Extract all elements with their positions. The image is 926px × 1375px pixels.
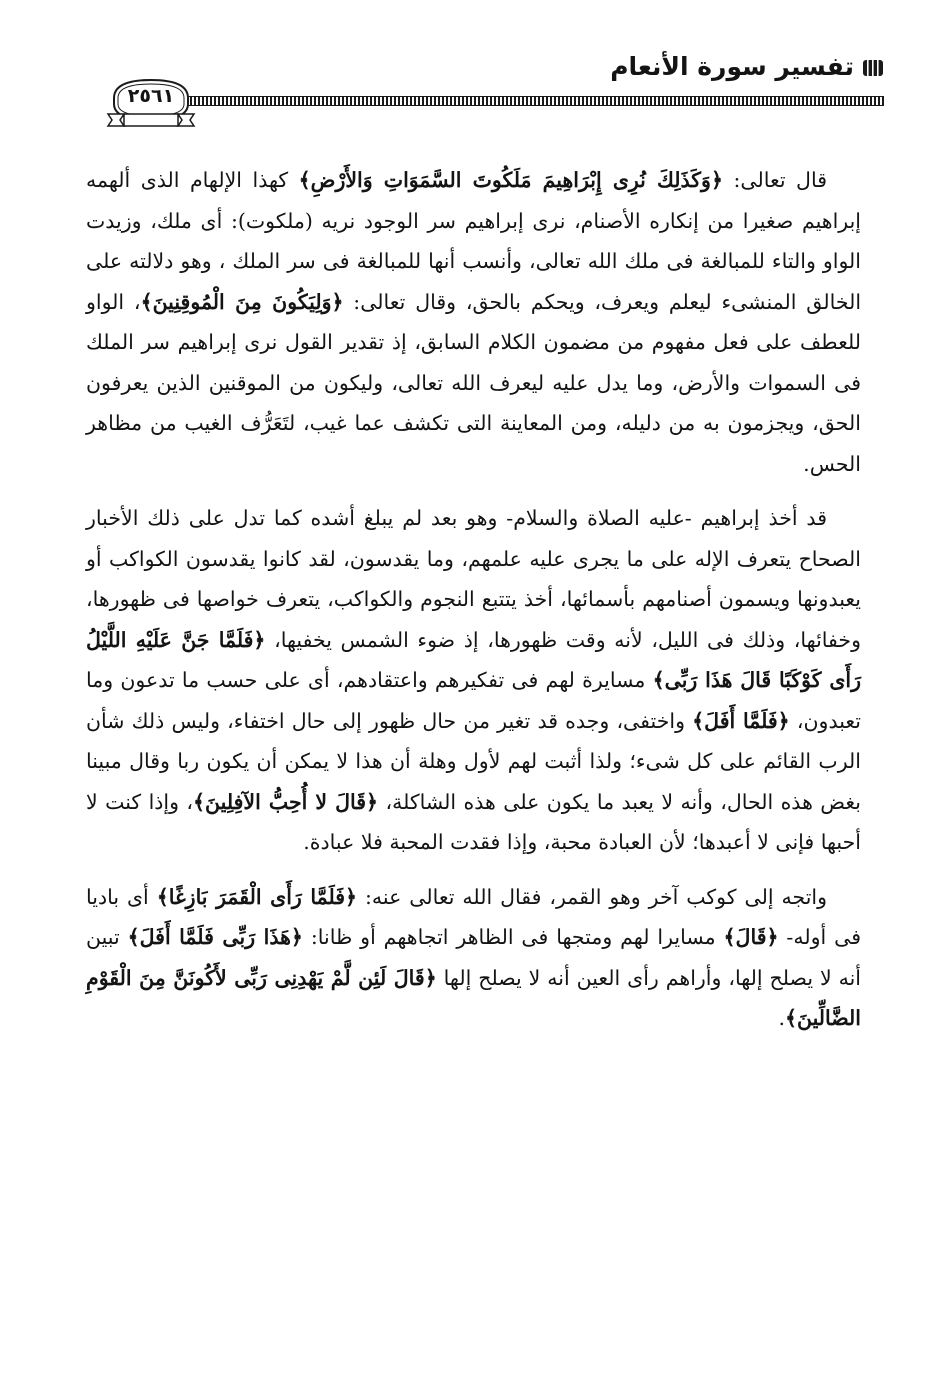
chapter-title: تفسير سورة الأنعام <box>610 52 854 81</box>
quran-verse: ﴿قَالَ لَئِن لَّمْ يَهْدِنِى رَبِّى لأَكُونَنَّ مِنَ الْقَوْمِ الضَّالِّينَ﴾ <box>86 965 861 1030</box>
quran-verse: ﴿فَلَمَّا رَأَى الْقَمَرَ بَازِغًا﴾ <box>156 884 358 909</box>
quran-verse: ﴿فَلَمَّا جَنَّ عَلَيْهِ اللَّيْلُ رَأَى كَوْكَبًا قَالَ هَذَا رَبِّى﴾ <box>86 627 861 692</box>
paragraph <box>86 877 861 1039</box>
text-run: واختفى، وجده قد تغير من حال ظهور إلى حال اختفاء، وليس ذلك شأن الرب القائم على كل شىء؛ ولذا أثبت لهم لأول وهلة أن هذا لا يمكن أن يكون ربا وقال مبينا بغض هذه الحال، وأنه لا يعبد ما يكون على هذه الشاكلة، <box>86 708 862 814</box>
text-run: أى باديا فى أوله- <box>86 884 861 949</box>
header-rule <box>186 96 884 106</box>
page-header <box>98 48 884 138</box>
text-run: قد أخذ إبراهيم -عليه الصلاة والسلام- وهو بعد لم يبلغ أشده كما تدل على ذلك الأخبار الصحاح يتعرف الإله على ما يجرى عليه علمهم، وما يقدسون، لقد كانوا يقدسون الكواكب أو يعبدونها ويسمون أصنامهم بأسمائها، أخذ يتتبع النجوم والكواكب، يتعرف خواصها فى ظهورها، وخفائها، وذلك فى الليل، لأنه وقت ظهورها، إذ ضوء الشمس يخفيها، <box>86 506 861 652</box>
header-ornament-icon <box>862 58 884 78</box>
quran-verse: ﴿قَالَ لا أُحِبُّ الآفِلِينَ﴾ <box>193 789 379 814</box>
quran-verse: ﴿فَلَمَّا أَفَلَ﴾ <box>692 708 790 733</box>
quran-verse: ﴿هَذَا رَبِّى فَلَمَّا أَفَلَ﴾ <box>127 925 303 949</box>
text-run: تبين أنه لا يصلح إلها، وأراهم رأى العين أنه لا يصلح إلها <box>86 925 861 990</box>
page-number: ٢٥٦١ <box>127 85 175 107</box>
quran-verse: ﴿وَكَذَلِكَ نُرِى إِبْرَاهِيمَ مَلَكُوتَ السَّمَوَاتِ وَالأَرْضِ﴾ <box>298 168 723 192</box>
text-run: واتجه إلى كوكب آخر وهو القمر، فقال الله تعالى عنه: <box>357 884 827 909</box>
page-number-badge <box>104 74 198 132</box>
text-run: قال تعالى: <box>722 168 827 192</box>
text-run: . <box>778 1006 785 1030</box>
paragraph <box>86 160 861 484</box>
quran-verse: ﴿قَالَ﴾ <box>723 925 779 949</box>
body-text <box>86 160 861 1039</box>
text-run: ، الواو للعطف على فعل مفهوم من مضمون الكلام السابق، إذ تقدير القول نرى إبراهيم سر الملك فى السموات والأرض، وما يدل عليه ليعرف الله تعالى، وليكون من الموقنين الذين يعرفون الحق، ويجزمون به من دليله، ومن المعاينة التى تكشف عما غيب، لتَعَرُّف الغيب من مظاهر الحس. <box>86 289 861 476</box>
quran-verse: ﴿وَلِيَكُونَ مِنَ الْمُوقِنِينَ﴾ <box>140 289 344 314</box>
text-run: كهذا الإلهام الذى ألهمه إبراهيم صغيرا من إنكاره الأصنام، نرى إبراهيم سر الوجود نريه (ملكوت): أى ملك، وزيدت الواو والتاء للمبالغة فى ملك الله تعالى، وأنسب أنها للمبالغة فى سر الملك ، وهو دلالته على الخالق المنشىء ليعلم ويعرف، ويحكم بالحق، وقال تعالى: <box>86 168 862 314</box>
text-run: مسايرا لهم ومتجها فى الظاهر اتجاههم أو ظانا: <box>302 925 724 949</box>
text-run: ، وإذا كنت لا أحبها فإنى لا أعبدها؛ لأن العبادة محبة، وإذا فقدت المحبة فلا عبادة. <box>86 789 861 854</box>
paragraph <box>86 498 861 863</box>
text-run: مسايرة لهم فى تفكيرهم واعتقادهم، أى على حسب ما تدعون وما تعبدون، <box>86 668 861 733</box>
